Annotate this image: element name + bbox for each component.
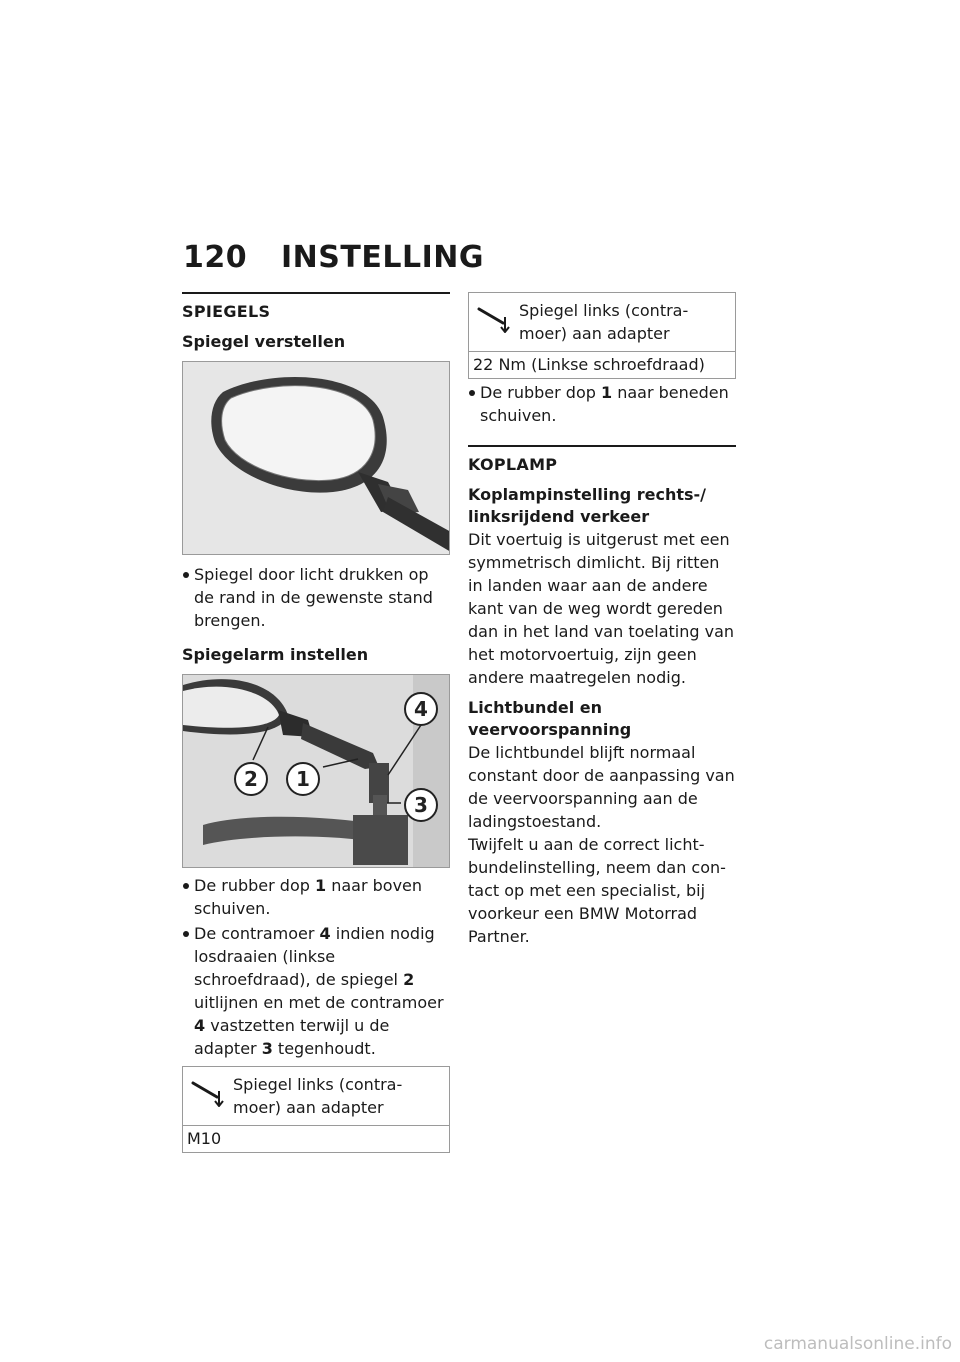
section-title-spiegels: SPIEGELS — [182, 302, 271, 321]
right-column — [468, 292, 736, 948]
section-title-koplamp: KOPLAMP — [468, 455, 558, 474]
bullet-list-adjust-mirror — [182, 563, 450, 632]
paragraph-beam-constant: De lichtbundel blijft normaal constant door de aanpassing van de veervoorspanning aan de ladingstoestand. — [468, 743, 735, 831]
page-header — [183, 240, 484, 275]
bullet-list-adjust-arm — [182, 874, 450, 1060]
bullet-item-rubber-cap-up: De rubber dop 1 naar boven schuiven. — [182, 874, 450, 920]
subtitle-spiegel-verstellen: Spiegel verstellen — [182, 332, 346, 351]
page-number: 120 — [183, 240, 248, 275]
callout-4-label: 4 — [414, 697, 428, 721]
torque-value: M10 — [183, 1125, 449, 1152]
wrench-icon — [477, 305, 513, 333]
mirror-image — [183, 362, 450, 555]
callout-3 — [405, 789, 437, 821]
torque-value: 22 Nm (Linkse schroefdraad) — [469, 351, 735, 378]
subtitle-spiegelarm-instellen: Spiegelarm instellen — [182, 645, 369, 664]
bullet-list-rubber-cap — [468, 381, 736, 427]
torque-label: Spiegel links (contramoer) aan adapter — [233, 1075, 403, 1117]
mirror-arm-image — [183, 675, 450, 868]
section-divider — [182, 292, 450, 294]
callout-2-label: 2 — [244, 767, 258, 791]
watermark: carmanualsonline.info — [763, 1334, 952, 1354]
chapter-title: INSTELLING — [281, 240, 484, 275]
torque-spec-box — [182, 1066, 450, 1153]
paragraph-symmetric-beam: Dit voertuig is uitgerust met een symmetrisch dimlicht. Bij ritten in landen waar aan de andere kant van de weg wordt gereden dan in het land van toelating van het motorvoertuig, zijn geen andere maatregelen nodig. — [468, 530, 735, 687]
callout-3-label: 3 — [414, 793, 428, 817]
callout-1-label: 1 — [296, 767, 310, 791]
subtitle-lichtbundel: Lichtbundel en veervoorspanning — [468, 698, 632, 739]
callout-1 — [287, 763, 319, 795]
wrench-icon — [191, 1079, 227, 1107]
callout-4 — [405, 693, 437, 725]
section-divider — [468, 445, 736, 447]
bullet-item-lock-nut: De contramoer 4 indien nodig losdraaien (linkse schroefdraad), de spiegel 2 uitlijnen en met de contramoer 4 vastzetten terwijl u de adapter 3 tegenhoudt. — [182, 922, 450, 1060]
bullet-item: Spiegel door licht drukken op de rand in de gewenste stand brengen. — [182, 563, 450, 632]
left-column — [182, 292, 450, 1153]
mirror-illustration — [182, 361, 450, 555]
torque-label: Spiegel links (contramoer) aan adapter — [519, 301, 689, 343]
torque-spec-box — [468, 292, 736, 379]
subtitle-koplampinstelling: Koplampinstelling rechts-/ linksrijdend verkeer — [468, 485, 707, 526]
paragraph-contact-specialist: Twijfelt u aan de correct lichtbundelinstelling, neem dan contact op met een specialist, bij voorkeur een BMW Motorrad Partner. — [468, 835, 726, 946]
mirror-arm-illustration — [182, 674, 450, 868]
bullet-item-rubber-cap-down: De rubber dop 1 naar beneden schuiven. — [468, 381, 736, 427]
callout-2 — [235, 763, 267, 795]
